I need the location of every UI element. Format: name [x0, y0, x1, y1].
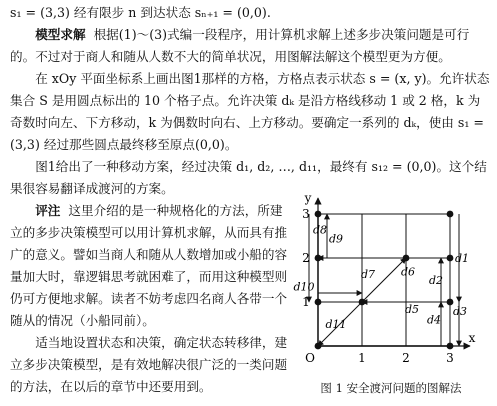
state-dot [447, 255, 454, 262]
figure-1 [293, 188, 486, 403]
y-tick-label: 1 [302, 295, 310, 309]
state-dot [447, 211, 454, 218]
state-dot [315, 343, 322, 350]
paragraph-graph-method: 在 xOy 平面坐标系上画出图1那样的方格，方格点表示状态 s = (x, y)。允许状态集合 S 是用圆点标出的 10 个格子点。允许决策 dₖ 是沿方格线移动 1 或 2 格，k 为奇数时向左、下方移动，k 为偶数时向右、上方移动。要确定一系列的 dₖ，使由 s₁ = (3,3) 经过那些圆点最终移至原点(0,0)。 [10, 71, 490, 152]
decision-label: d9 [328, 232, 344, 246]
x-tick-label: 2 [402, 351, 410, 365]
axis-label-x: x [468, 331, 476, 345]
decision-label: d10 [293, 280, 315, 294]
state-grid-diagram [293, 188, 486, 378]
decision-label: d8 [312, 223, 328, 237]
state-dot [315, 211, 322, 218]
decision-label: d6 [400, 265, 416, 279]
decision-label: d3 [452, 304, 468, 318]
state-dot [359, 299, 366, 306]
decision-label: d5 [404, 303, 420, 316]
top-line: s₁ = (3,3) 经有限步 n 到达状态 sₙ₊₁ = (0,0). [10, 5, 271, 20]
paragraph-figure-reference: 图1给出了一种移动方案，经过决策 d₁, d₂, …, d₁₁，最终有 s₁₂ = (0,0)。这个结果很容易翻译成渡河的方案。 [10, 159, 487, 196]
decision-label: d2 [428, 274, 444, 287]
paragraph-closing: 适当地设置状态和决策，确定状态转移律，建立多步决策模型，是有效地解决很广泛的一类问题的方法，在以后的章节中还要用到。 [10, 335, 288, 394]
axis-label-y: y [304, 191, 312, 205]
comment-body: 这里介绍的是一种规格化的方法，所建立的多步决策模型可以用计算机求解，从而具有推广的意义。譬如当商人和随从人数增加或小船的容量加大时，靠逻辑思考就困难了，而用这种模型则仍可方便地求解。读者不妨考虑四名商人各带一个随从的情况（小船同前）。 [10, 203, 288, 328]
decision-label: d4 [426, 313, 442, 327]
state-dot [447, 343, 454, 350]
heading-comment: 评注 [35, 203, 61, 218]
decision-label: d1 [454, 252, 470, 265]
diagram-labels [293, 191, 475, 365]
model-solution-body: 根据(1)～(3)式编一段程序，用计算机求解上述多步决策问题是可行的。不过对于商人和随从人数不大的简单状况，用图解法解这个模型更为方便。 [10, 27, 470, 64]
x-tick-label: 1 [358, 351, 366, 365]
paragraph-model-solution [10, 24, 490, 68]
figure-caption: 图 1 安全渡河问题的图解法 [320, 381, 462, 395]
state-dot [315, 255, 322, 262]
origin-label: O [305, 351, 315, 365]
state-dot [315, 299, 322, 306]
paragraph-comment [10, 200, 292, 332]
decision-label: d7 [360, 267, 376, 281]
y-tick-label: 2 [302, 251, 310, 265]
heading-model-solution: 模型求解 [35, 27, 86, 42]
x-tick-label: 3 [446, 351, 454, 365]
decision-label: d11 [325, 318, 347, 331]
y-tick-label: 3 [302, 207, 310, 221]
state-dot [403, 255, 410, 262]
